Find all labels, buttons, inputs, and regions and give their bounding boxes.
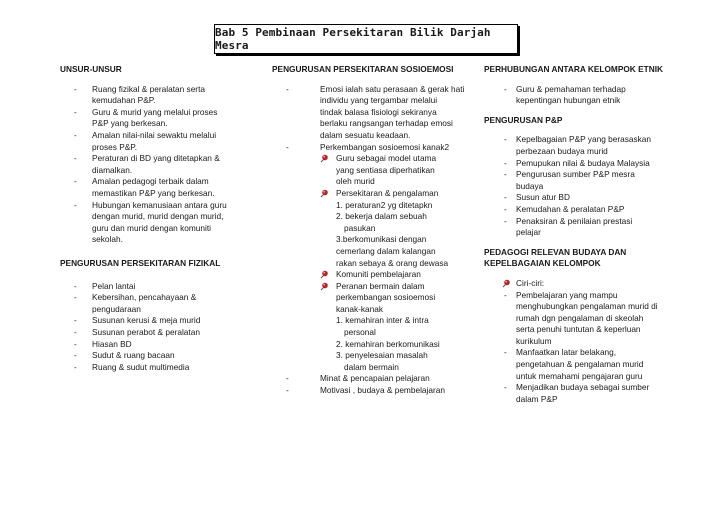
list-item: - Kebersihan, pencahayaan & pengudaraan [60, 292, 256, 315]
ciri-label: Ciri-ciri: [484, 278, 714, 290]
pin-bullet-icon [320, 189, 328, 198]
list-item: - Ruang fizikal & peralatan serta kemudahan P&P. [60, 84, 256, 107]
list-item: - Pemupukan nilai & budaya Malaysia [484, 158, 714, 170]
column-unsur [60, 64, 256, 373]
list-item: - Kepelbagaian P&P yang berasaskan perbezaan budaya murid [484, 134, 714, 157]
pin-bullet-icon [320, 270, 328, 279]
list-item: - Motivasi , budaya & pembelajaran [272, 385, 472, 397]
column-sosioemosi [272, 64, 472, 397]
pin-bullet-icon [320, 154, 328, 163]
heading-sosioemosi: PENGURUSAN PERSEKITARAN SOSIOEMOSI [272, 64, 454, 74]
list-sosioemosi-end [272, 373, 472, 396]
list-item: - Hiasan BD [60, 339, 256, 351]
list-item: - Menjadikan budaya sebagai sumber dalam P&P [484, 382, 714, 405]
sub-item: Komuniti pembelajaran [272, 269, 472, 281]
list-item: - Perkembangan sosioemosi kanak2 [272, 142, 472, 154]
sub-item: Peranan bermain dalam perkembangan sosioemosi kanak-kanak [272, 281, 472, 316]
list-item: - Guru & murid yang melalui proses P&P yang berkesan. [60, 107, 256, 130]
heading-pnp: PENGURUSAN P&P [484, 114, 563, 125]
list-item: - Pembelajaran yang mampu menghubungkan pengalaman murid di rumah dgn pengalaman di skeolah serta penuhi tuntutan & keperluan kurikulum [484, 290, 714, 348]
list-item: - Kemudahan & peralatan P&P [484, 204, 714, 216]
numbered-lines: 1. peraturan2 yg ditetapkn 2. bekerja dalam sebuah pasukan 3.berkomunikasi dengan cemerlang dalam kalangan rakan sebaya & orang dewasa [336, 199, 449, 268]
list-pnp [484, 134, 714, 238]
numbered-lines: 1. kemahiran inter & intra personal 2. kemahiran berkomunikasi 3. penyelesaian masalah dalam bermain [336, 315, 440, 372]
list-item: - Guru & pemahaman terhadap kepentingan hubungan etnik [484, 84, 714, 107]
list-item: - Hubungan kemanusiaan antara guru dengan murid, murid dengan murid, guru dan murid dengan komuniti sekolah. [60, 200, 256, 246]
list-item: - Susunan perabot & peralatan [60, 327, 256, 339]
list-item: - Susun atur BD [484, 192, 714, 204]
list-item: - Pengurusan sumber P&P mesra budaya [484, 169, 714, 192]
column-etnik [484, 64, 714, 405]
heading-pedagogi: PEDAGOGI RELEVAN BUDAYA DAN KEPELBAGAIAN KELOMPOK [484, 246, 627, 269]
list-item: - Pelan lantai [60, 281, 256, 293]
sub-item: Persekitaran & pengalaman [272, 188, 472, 200]
list-item: - Susunan kerusi & meja murid [60, 315, 256, 327]
sub-item: Guru sebagai model utama yang sentiasa diperhatikan oleh murid [272, 153, 472, 188]
list-item: - Peraturan di BD yang ditetapkan & diamalkan. [60, 153, 256, 176]
heading-unsur: UNSUR-UNSUR [60, 64, 122, 74]
list-item: - Emosi ialah satu perasaan & gerak hati individu yang tergambar melalui tindak balasa fisiologi sekiranya berlaku rangsangan terhadap emosi dalam sesuatu keadaan. [272, 84, 472, 142]
list-item: - Penaksiran & penilaian prestasi pelajar [484, 216, 714, 239]
pin-bullet-icon [502, 279, 510, 288]
list-item: - Minat & pencapaian pelajaran [272, 373, 472, 385]
list-item: - Amalan nilai-nilai sewaktu melalui proses P&P. [60, 130, 256, 153]
list-item: - Ruang & sudut multimedia [60, 362, 256, 374]
page-title: Bab 5 Pembinaan Persekitaran Bilik Darjah Mesra [214, 24, 518, 54]
heading-etnik: PERHUBUNGAN ANTARA KELOMPOK ETNIK [484, 64, 663, 74]
list-etnik [484, 84, 714, 107]
list-pedagogi [484, 290, 714, 406]
list-item: - Manfaatkan latar belakang, pengetahuan & pengalaman murid untuk memahami pengajaran guru [484, 347, 714, 382]
list-sosioemosi [272, 84, 472, 154]
pin-bullet-icon [320, 282, 328, 291]
list-item: - Sudut & ruang bacaan [60, 350, 256, 362]
list-unsur [60, 84, 256, 246]
heading-fizikal: PENGURUSAN PERSEKITARAN FIZIKAL [60, 257, 221, 268]
list-item: - Amalan pedagogi terbaik dalam memastikan P&P yang berkesan. [60, 176, 256, 199]
list-fizikal [60, 281, 256, 374]
